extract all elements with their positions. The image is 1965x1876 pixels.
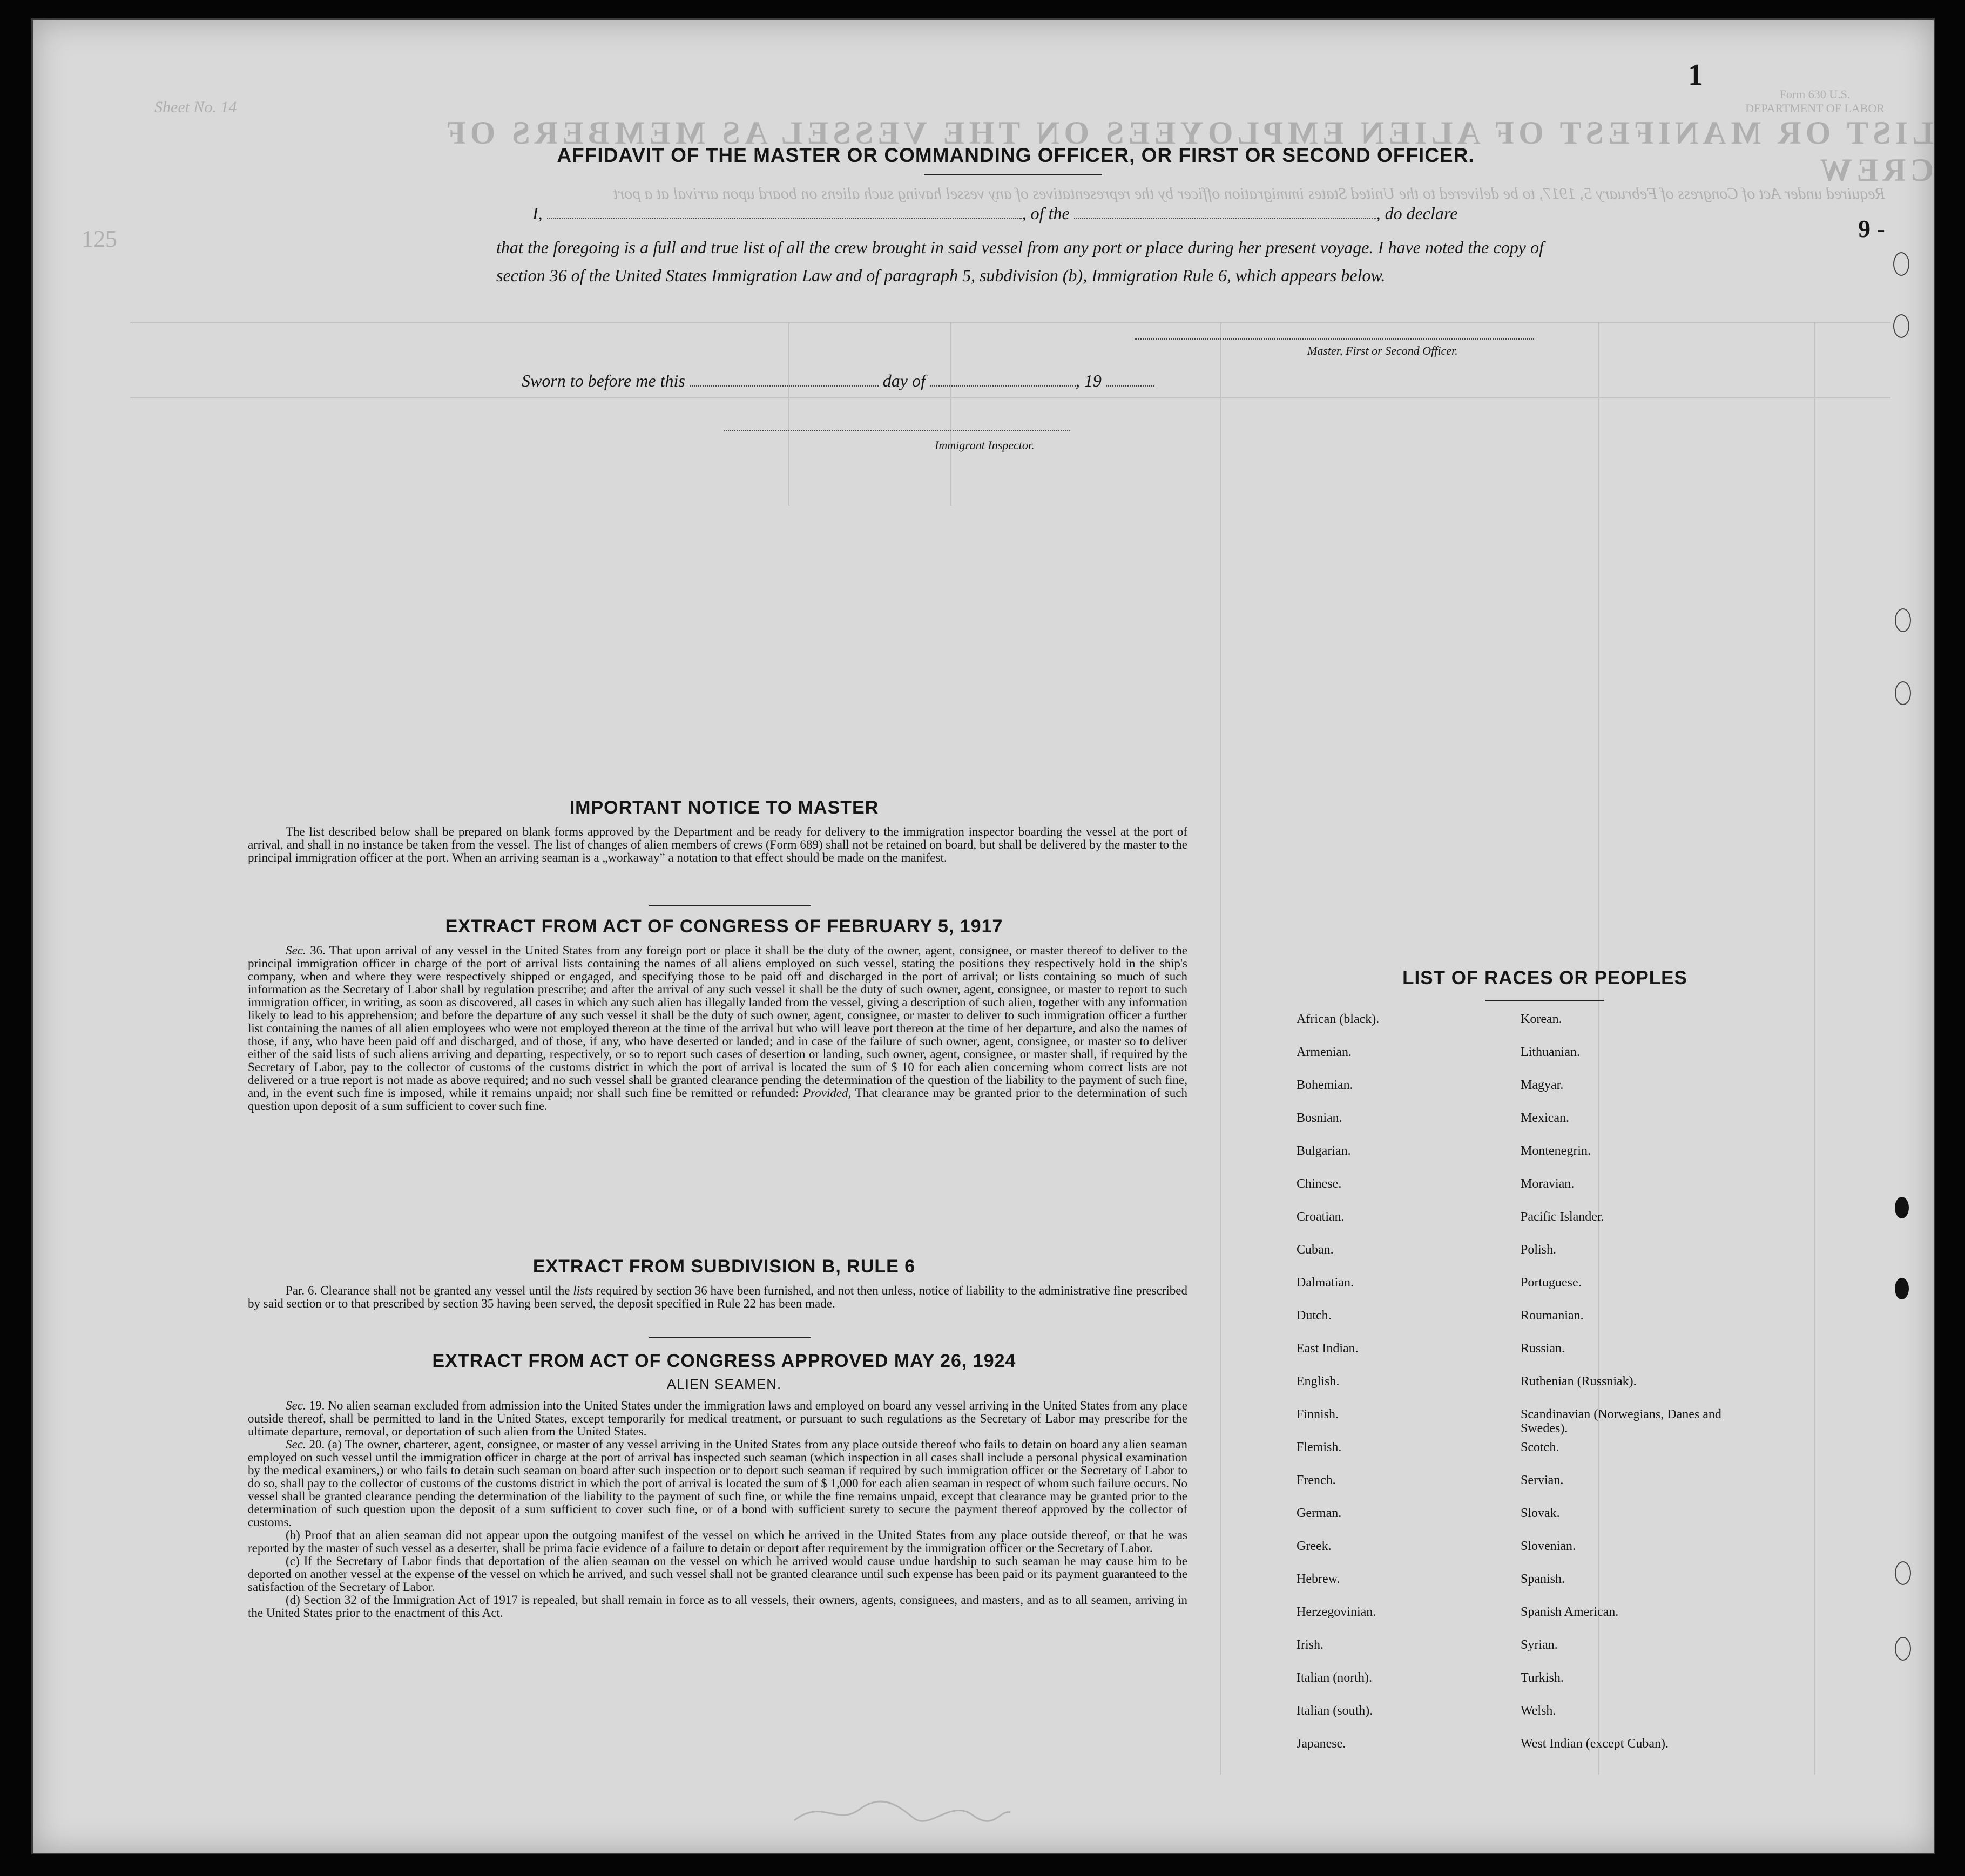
sec-20d-text: (d) Section 32 of the Immigration Act of 1917 is repealed, but shall remain in force as to all vessels, their owners, agents, consignees, and masters, and as to all seamen, arriving in the United States prior to the enactment of this Act.	[248, 1593, 1187, 1620]
race-item: Turkish.	[1521, 1671, 1564, 1685]
race-item: Flemish.	[1297, 1440, 1342, 1454]
race-item: Armenian.	[1297, 1045, 1352, 1059]
race-item: Hebrew.	[1297, 1572, 1340, 1586]
race-item: Herzegovinian.	[1297, 1605, 1376, 1619]
margin-tick-top: 1	[1688, 58, 1703, 92]
affidavit-i: I,	[532, 204, 543, 223]
form-number: Form 630 U.S. DEPARTMENT OF LABOR	[1745, 87, 1885, 115]
sec-20c-text: (c) If the Secretary of Labor finds that deportation of the alien seaman on the vessel on which he arrived would cause undue hardship to such seaman he may cause him to be deported on another vessel at the expense of the vessel on which he arrived, and such vessel shall not be granted clearance until such expense has been paid or its payment guaranteed to the satisfaction of the Secretary of Labor.	[248, 1554, 1187, 1594]
race-item: Italian (north).	[1297, 1671, 1372, 1685]
race-item: Slovak.	[1521, 1506, 1560, 1520]
sec-19-text: 19. No alien seaman excluded from admission into the United States under the immigration laws and employed on board any vessel arriving in the United States from any place outside thereof, shall be permitted to land in the United States, except temporarily for medical treatment, or pursuant to such regulations as the Secretary of Labor may prescribe for the ultimate departure, removal, or deportation of such alien from the United States.	[248, 1399, 1187, 1438]
race-item: Lithuanian.	[1521, 1045, 1580, 1059]
page-stamp-number: 125	[82, 226, 117, 252]
extract-1924-body	[248, 1399, 1187, 1620]
race-item: Cuban.	[1297, 1243, 1334, 1257]
race-item: German.	[1297, 1506, 1342, 1520]
race-item: Bohemian.	[1297, 1078, 1353, 1092]
sworn-day-of: day of	[882, 371, 926, 390]
race-item: Spanish.	[1521, 1572, 1565, 1586]
race-item: Spanish American.	[1521, 1605, 1619, 1619]
affidavit-title-rule	[924, 174, 1102, 175]
provided-label: Provided,	[803, 1086, 852, 1100]
race-item: English.	[1297, 1374, 1340, 1389]
affidavit-declare: , do declare	[1376, 204, 1458, 223]
sec-20a-text: 20. (a) The owner, charterer, agent, consignee, or master of any vessel arriving in the United States from any place outside thereof who fails to detain on board any alien seaman employed on such vessel until the immigration officer in charge at the port of arrival has inspected such seaman (which inspection in all cases shall include a personal physical examination by the medical examiners,) or who fails to detain such seaman on board after such inspection or to deport such seaman if required by such immigration officer or the Secretary of Labor to do so, shall pay to the collector of customs of the customs district in which the port of arrival is located the sum of $ 1,000 for each alien seaman in respect of whom such failure occurs. No vessel shall be granted clearance pending the determination of the liability to the payment of such fine, or while the fine remains unpaid, except that clearance may be granted prior to the determination of such question upon the deposit of a sum sufficient to cover such fine, or of a bond with sufficient surety to secure the payment thereof approved by the collector of customs.	[248, 1438, 1188, 1529]
binder-hole	[1895, 1278, 1909, 1299]
binder-hole	[1895, 1561, 1911, 1585]
officer-signature-label: Master, First or Second Officer.	[1307, 344, 1458, 357]
binder-hole	[1893, 252, 1909, 276]
sec-36-label: Sec.	[286, 944, 306, 957]
affidavit-title: AFFIDAVIT OF THE MASTER OR COMMANDING OFFICER, OR FIRST OR SECOND OFFICER.	[557, 144, 1475, 166]
rule6-rule	[649, 1337, 811, 1338]
inspector-label: Immigrant Inspector.	[935, 438, 1035, 452]
lists-word: lists	[573, 1284, 593, 1297]
sec-20b-text: (b) Proof that an alien seaman did not appear upon the outgoing manifest of the vessel on which he arrived in the United States from any place outside thereof, or that he was reported by the master of such vessel as a deserter, shall be prima facie evidence of a failure to detain or deport after requirement by the immigration officer or the Secretary of Labor.	[248, 1528, 1187, 1555]
race-item: Polish.	[1521, 1243, 1557, 1257]
race-item: Bosnian.	[1297, 1111, 1342, 1125]
extract-1924-title: EXTRACT FROM ACT OF CONGRESS APPROVED MAY 26, 1924	[432, 1351, 1016, 1371]
sheet-number: Sheet No. 14	[154, 98, 237, 116]
race-item: Ruthenian (Russniak).	[1521, 1374, 1637, 1389]
sworn-month-blank[interactable]	[930, 385, 1076, 387]
margin-mark-right: 9 -	[1858, 215, 1885, 242]
extract-1917-title: EXTRACT FROM ACT OF CONGRESS OF FEBRUARY 5, 1917	[445, 916, 1003, 937]
extract-rule6-title: EXTRACT FROM SUBDIVISION B, RULE 6	[532, 1256, 916, 1277]
race-item: Slovenian.	[1521, 1539, 1576, 1553]
races-right-column	[1521, 1012, 1747, 1770]
notice-rule	[649, 905, 811, 906]
race-item: Irish.	[1297, 1638, 1323, 1652]
sec-36-text: 36. That upon arrival of any vessel in the United States from any foreign port or place it shall be the duty of the owner, agent, consignee, or master thereof to deliver to the principal immigration officer in charge of the port of arrival lists containing the names of all aliens employed on such vessel, stating the positions they respectively hold in the ship's company, when and where they were respectively shipped or engaged, and specifying those to be paid off and discharged in the port of arrival; or lists containing so much of such information as the Secretary of Labor shall by regulation prescribe; and after the arrival of any such vessel it shall be the duty of such owner, agent, consignee, or master to report to such immigration officer, in writing, as soon as discovered, all cases in which any such alien has illegally landed from the vessel, giving a description of such alien, together with any information likely to lead to his apprehension; and before the departure of any such vessel it shall be the duty of such owner, agent, consignee, or master to deliver to such immigration officer a further list containing the names of all alien employees who were not employed thereon at the time of the arrival but who will leave port thereon at the time of her departure, and also the names of those, if any, who have been paid off and discharged, and of those, if any, who have deserted or landed; and in case of the failure of such owner, agent, consignee, or master so to deliver either of the said lists of such aliens arriving and departing, respectively, or so to report such cases of desertion or landing, such owner, agent, consignee, or master shall, if required by the Secretary of Labor, pay to the collector of customs of the customs district in which the port of arrival is located the sum of $ 10 for each alien concerning whom correct lists are not delivered or a true report is not made as above required; and no such vessel shall be granted clearance pending the determination of the question of the liability to the payment of such fine, and, in the event such fine is imposed, while it remains unpaid; nor shall such fine be remitted or refunded:	[248, 944, 1187, 1100]
race-item: African (black).	[1297, 1012, 1380, 1026]
race-item: Bulgarian.	[1297, 1144, 1351, 1158]
vessel-blank[interactable]	[1074, 218, 1376, 219]
race-item: Syrian.	[1521, 1638, 1558, 1652]
binder-hole	[1895, 608, 1911, 632]
race-item: East Indian.	[1297, 1342, 1359, 1356]
affidavit-of-the: , of the	[1022, 204, 1070, 223]
race-item: Servian.	[1521, 1473, 1564, 1487]
binder-hole	[1895, 1197, 1909, 1218]
sworn-prefix: Sworn to before me this	[522, 371, 685, 390]
sworn-line	[522, 371, 1154, 391]
race-item: French.	[1297, 1473, 1336, 1487]
race-item: Welsh.	[1521, 1704, 1556, 1718]
race-item: Finnish.	[1297, 1407, 1339, 1421]
bleedthrough-subtitle: Required under Act of Congress of February 5, 1917, to be delivered to the United States immigration officer by the representatives of any vessel having such aliens on board upon arrival at a port	[613, 185, 1885, 202]
extract-1924-subtitle: ALIEN SEAMEN.	[666, 1376, 782, 1392]
races-title: LIST OF RACES OR PEOPLES	[1402, 967, 1687, 988]
extract-1917-body	[248, 944, 1187, 1113]
affidavit-body: that the foregoing is a full and true list of all the crew brought in said vessel from any port or place during her present voyage. I have noted the copy of section 36 of the United States Immigration Law and of paragraph 5, subdivision (b), Immigration Rule 6, which appears below.	[496, 238, 1544, 285]
binder-hole	[1895, 681, 1911, 705]
race-item: Japanese.	[1297, 1737, 1346, 1751]
inspector-signature-blank[interactable]	[724, 419, 1070, 431]
sec-20-label: Sec.	[286, 1438, 306, 1451]
race-item: Italian (south).	[1297, 1704, 1373, 1718]
race-item: Chinese.	[1297, 1177, 1342, 1191]
affidavit-line-1	[532, 204, 1548, 224]
race-item: Moravian.	[1521, 1177, 1575, 1191]
provided-text: That clearance may be granted prior to the determination of such question upon deposit of a sum sufficient to cover such fine.	[248, 1086, 1187, 1113]
race-item: Scotch.	[1521, 1440, 1559, 1454]
bleedthrough-signature	[789, 1793, 1016, 1831]
sworn-year: , 19	[1075, 371, 1102, 390]
race-item: Mexican.	[1521, 1111, 1569, 1125]
race-item: Korean.	[1521, 1012, 1562, 1026]
race-item: Russian.	[1521, 1342, 1565, 1356]
notice-text: The list described below shall be prepared on blank forms approved by the Department and be ready for delivery to the immigration inspector boarding the vessel at the port of arrival, and shall in no instance be taken from the vessel. The list of changes of alien members of crews (Form 689) shall not be retained on board, but shall be delivered by the master to the principal immigration officer at the port. When an arriving seaman is a „workaway” a notation to that effect should be made on the manifest.	[248, 825, 1187, 864]
race-item: West Indian (except Cuban).	[1521, 1737, 1669, 1751]
race-item: Pacific Islander.	[1521, 1210, 1604, 1224]
binder-hole	[1893, 314, 1909, 338]
par-6-end: required by section 36 have been furnished, and not then unless, notice of liability to the administrative fine prescribed by said section or to that prescribed by section 35 having been served, the deposit specified in Rule 22 has been made.	[248, 1284, 1187, 1310]
sworn-year-blank[interactable]	[1106, 385, 1154, 387]
race-item: Portuguese.	[1521, 1276, 1582, 1290]
sec-19-label: Sec.	[286, 1399, 306, 1412]
race-item: Magyar.	[1521, 1078, 1564, 1092]
race-item: Dalmatian.	[1297, 1276, 1354, 1290]
notice-title: IMPORTANT NOTICE TO MASTER	[569, 797, 879, 818]
bleedthrough-title: LIST OR MANIFEST OF ALIEN EMPLOYEES ON THE VESSEL AS MEMBERS OF CREW	[443, 115, 1934, 188]
race-item: Montenegrin.	[1521, 1144, 1591, 1158]
name-blank[interactable]	[547, 218, 1022, 219]
race-item: Scandinavian (Norwegians, Danes and Swedes).	[1521, 1407, 1721, 1435]
race-item: Greek.	[1297, 1539, 1332, 1553]
par-6-start: Par. 6. Clearance shall not be granted any vessel until the	[286, 1284, 570, 1297]
manifest-page	[31, 18, 1935, 1854]
race-item: Dutch.	[1297, 1309, 1332, 1323]
extract-rule6-body	[248, 1284, 1187, 1310]
binder-hole	[1895, 1637, 1911, 1661]
sworn-date-blank[interactable]	[690, 385, 879, 387]
races-title-rule	[1485, 1000, 1604, 1001]
notice-body	[248, 825, 1187, 864]
race-item: Croatian.	[1297, 1210, 1345, 1224]
races-left-column	[1297, 1012, 1502, 1770]
race-item: Roumanian.	[1521, 1309, 1584, 1323]
officer-signature-blank[interactable]	[1135, 322, 1534, 340]
